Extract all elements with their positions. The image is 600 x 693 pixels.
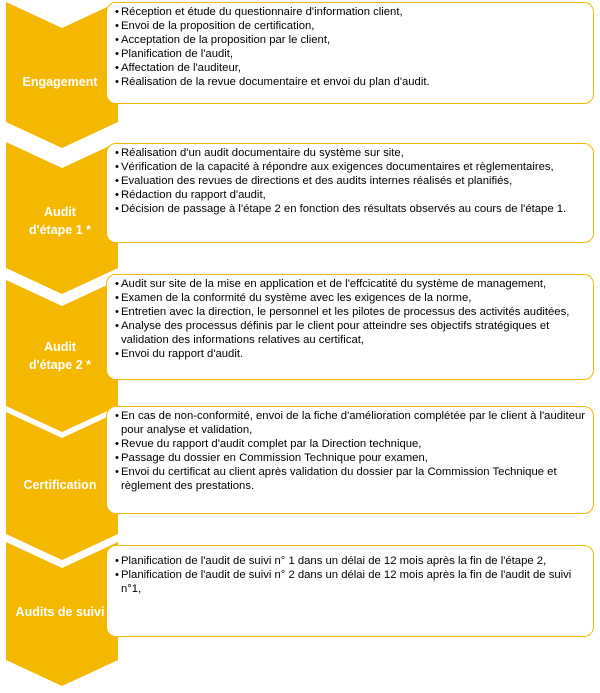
list-item: • Envoi du certificat au client après validation du dossier par la Commission Technique et règlement des prestations. [115, 465, 587, 493]
step-box-audit-etape-2 [106, 274, 594, 380]
list-item: • Planification de l'audit, [115, 47, 587, 61]
list-item: • Réalisation de la revue documentaire et envoi du plan d'audit. [115, 75, 587, 89]
list-item: • Acceptation de la proposition par le client, [115, 33, 587, 47]
step-box-audits-de-suivi [106, 545, 594, 637]
list-item: • Décision de passage à l'étape 2 en fonction des résultats observés au cours de l'étape 1. [115, 202, 587, 216]
list-item: • Envoi de la proposition de certification, [115, 19, 587, 33]
list-item: • En cas de non-conformité, envoi de la fiche d'amélioration complétée par le client à l'auditeur pour analyse et validation, [115, 409, 587, 437]
step-label-engagement: Engagement [22, 75, 98, 89]
list-item: • Examen de la conformité du système avec les exigences de la norme, [115, 291, 587, 305]
step-label-audit-etape-2: Audit d'étape 2 * [28, 340, 92, 372]
list-item: • Revue du rapport d'audit complet par la Direction technique, [115, 437, 587, 451]
step-item-list [115, 409, 587, 493]
list-item: • Vérification de la capacité à répondre aux exigences documentaires et règlementaires, [115, 160, 587, 174]
list-item: • Affectation de l'auditeur, [115, 61, 587, 75]
list-item: • Réalisation d'un audit documentaire du système sur site, [115, 146, 587, 160]
step-item-list [115, 5, 587, 89]
list-item: • Audit sur site de la mise en application et de l'effcicatité du système de management, [115, 277, 587, 291]
list-item: • Planification de l'audit de suivi n° 1 dans un délai de 12 mois après la fin de l'étape 2, [115, 554, 587, 568]
step-box-engagement [106, 2, 594, 104]
step-label-certification: Certification [23, 478, 97, 492]
list-item: • Rédaction du rapport d'audit, [115, 188, 587, 202]
step-label-audit-etape-1: Audit d'étape 1 * [28, 205, 92, 237]
step-box-audit-etape-1 [106, 143, 594, 243]
list-item: • Planification de l'audit de suivi n° 2 dans un délai de 12 mois après la fin de l'audit de suivi n°1, [115, 568, 587, 596]
step-box-certification [106, 406, 594, 514]
list-item: • Evaluation des revues de directions et des audits internes réalisés et planifiés, [115, 174, 587, 188]
list-item: • Passage du dossier en Commission Technique pour examen, [115, 451, 587, 465]
list-item: • Analyse des processus définis par le client pour atteindre ses objectifs stratégiques et validation des informations relatives au certificat, [115, 319, 587, 347]
list-item: • Envoi du rapport d'audit. [115, 347, 587, 361]
step-label-audits-de-suivi: Audits de suivi [15, 605, 105, 619]
step-item-list [115, 277, 587, 361]
list-item: • Réception et étude du questionnaire d'information client, [115, 5, 587, 19]
step-item-list [115, 554, 587, 596]
list-item: • Entretien avec la direction, le personnel et les pilotes de processus des activités auditées, [115, 305, 587, 319]
step-item-list [115, 146, 587, 216]
